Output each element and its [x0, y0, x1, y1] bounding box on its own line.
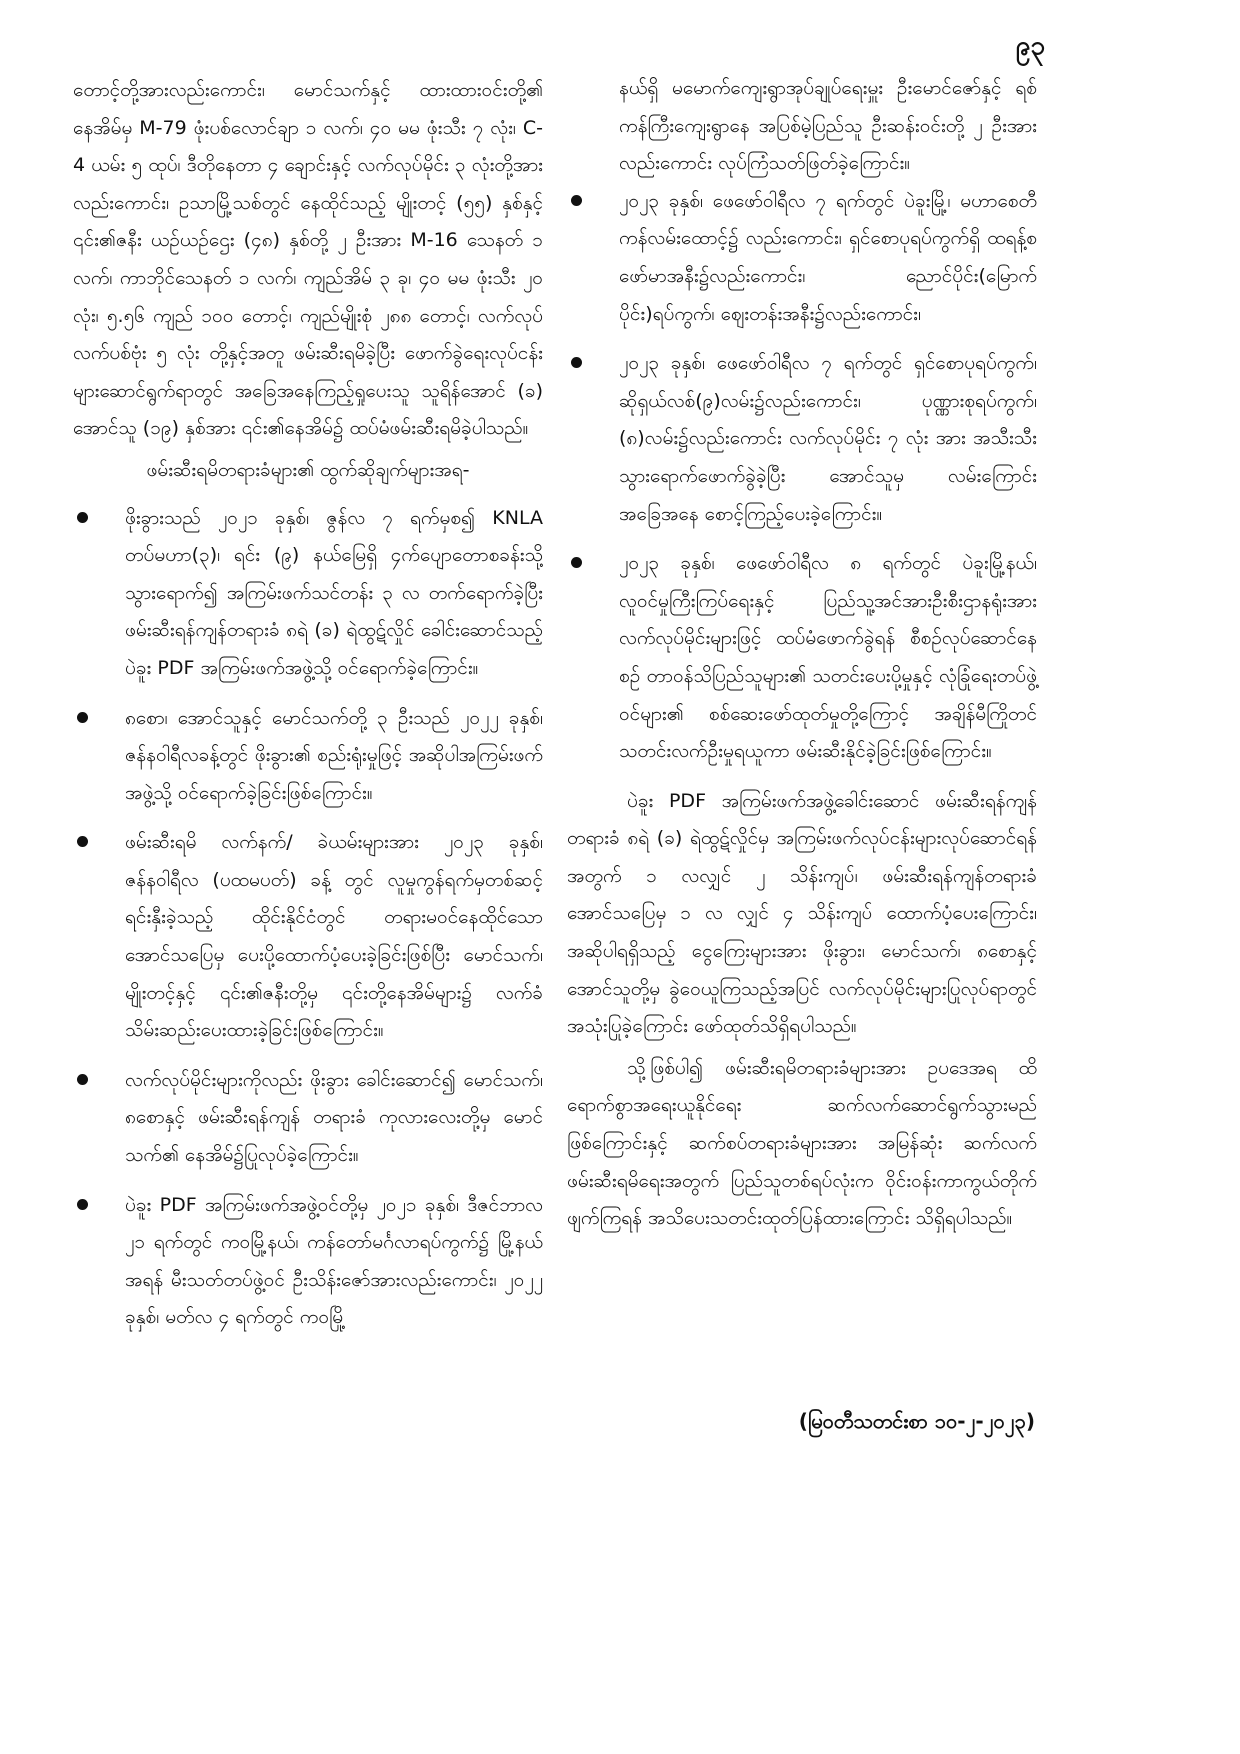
- source-citation: (မြဝတီသတင်းစာ ၁၀-၂-၂၀၂၃): [798, 1409, 1035, 1433]
- bullet-icon: [571, 357, 582, 368]
- bullet-item: [73, 1187, 543, 1337]
- bullet-item: [73, 1062, 543, 1175]
- bullet-icon: [571, 195, 582, 206]
- left-column: [73, 72, 543, 1349]
- bullet-icon: [77, 712, 88, 723]
- bullet-text: ၂၀၂၃ ခုနှစ်၊ ဖေဖော်ဝါရီလ ၈ ရက်တွင် ပဲခူးမြို့နယ်၊ လူဝင်မှုကြီးကြပ်ရေးနှင့် ပြည်သူ့အင်အားဦးစီးဌာနရုံးအား လက်လုပ်မိုင်းများဖြင့် ထပ်မံဖောက်ခွဲရန် စီစဉ်လုပ်ဆောင်နေစဉ် တာဝန်သိပြည်သူများ၏ သတင်းပေးပို့မှုနှင့် လုံခြုံရေးတပ်ဖွဲ့ဝင်များ၏ စစ်ဆေးဖော်ထုတ်မှုတို့ကြောင့် အချိန်မီကြိုတင်သတင်းလက်ဦးမှုရယူကာ ဖမ်းဆီးနိုင်ခဲ့ခြင်းဖြစ်ကြောင်း။: [619, 552, 1037, 763]
- bullet-item: [73, 824, 543, 1050]
- bullet-item: [73, 700, 543, 813]
- bullet-icon: [77, 836, 88, 847]
- right-column: [567, 70, 1037, 1238]
- bullet-text: ၂၀၂၃ ခုနှစ်၊ ဖေဖော်ဝါရီလ ၇ ရက်တွင် ပဲခူးမြို့၊ မဟာစေတီကန်လမ်းထောင့်၌ လည်းကောင်း၊ ရှင်စောပုရပ်ကွက်ရှိ ထရန့်စဖော်မာအနီး၌လည်းကောင်း၊ ညောင်ပိုင်း(မြောက်ပိုင်း)ရပ်ကွက်၊ ဈေးတန်းအနီး၌လည်းကောင်း၊: [619, 189, 1037, 325]
- bullet-text: ဖမ်းဆီးရမိ လက်နက်/ ခဲယမ်းများအား ၂၀၂၃ ခုနှစ်၊ ဇန်နဝါရီလ (ပထမပတ်) ခန့် တွင် လူမှုကွန်ရက်မှတစ်ဆင့်ရင်းနှီးခဲ့သည့် ထိုင်းနိုင်ငံတွင် တရားမဝင်နေထိုင်သော အောင်သပြေမှ ပေးပို့ထောက်ပံ့ပေးခဲ့ခြင်းဖြစ်ပြီး မောင်သက်၊ မျိုးတင့်နှင့် ၎င်း၏ဇနီးတို့မှ ၎င်းတို့နေအိမ်များ၌ လက်ခံသိမ်းဆည်းပေးထားခဲ့ခြင်းဖြစ်ကြောင်း။: [125, 831, 543, 1042]
- bullet-text: ဖိုးခွားသည် ၂၀၂၁ ခုနှစ်၊ ဇွန်လ ၇ ရက်မှစ၍ KNLA တပ်မဟာ(၃)၊ ရင်း (၉) နယ်မြေရှိ ၄က်ပျောတောစခန်းသို့ သွားရောက်၍ အကြမ်းဖက်သင်တန်း ၃ လ တက်ရောက်ခဲ့ပြီး ဖမ်းဆီးရန်ကျန်တရားခံ ၈ရဲ (ခ) ရဲထွဋ်လှိုင် ခေါင်းဆောင်သည့် ပဲခူး PDF အကြမ်းဖက်အဖွဲ့သို့ ဝင်ရောက်ခဲ့ကြောင်း။: [125, 506, 543, 679]
- bullet-icon: [571, 557, 582, 568]
- bullet-list: [73, 500, 543, 1337]
- bullet-text: ပဲခူး PDF အကြမ်းဖက်အဖွဲ့ဝင်တို့မှ ၂၀၂၁ ခုနှစ်၊ ဒီဇင်ဘာလ ၂၁ ရက်တွင် ကဝမြို့နယ်၊ ကန်တော်မင်္ဂလာရပ်ကွက်၌ မြို့နယ်အရန် မီးသတ်တပ်ဖွဲ့ဝင် ဦးသိန်းဇော်အားလည်းကောင်း၊ ၂၀၂၂ ခုနှစ်၊ မတ်လ ၄ ရက်တွင် ကဝမြို့: [125, 1193, 543, 1329]
- bullet-continuation: နယ်ရှိ မမောက်ကျေးရွာအုပ်ချုပ်ရေးမှူး ဦးမောင်ဇော်နှင့် ရစ်ကန်ကြီးကျေးရွာနေ အပြစ်မဲ့ပြည်သူ ဦးဆန်းဝင်းတို့ ၂ ဦးအားလည်းကောင်း လုပ်ကြံသတ်ဖြတ်ခဲ့ကြောင်း။: [619, 77, 1037, 175]
- bullet-text: ၈စော၊ အောင်သူနှင့် မောင်သက်တို့ ၃ ဦးသည် ၂၀၂၂ ခုနှစ်၊ ဇန်နဝါရီလခန့်တွင် ဖိုးခွား၏ စည်းရုံးမှုဖြင့် အဆိုပါအကြမ်းဖက်အဖွဲ့သို့ ဝင်ရောက်ခဲ့ခြင်းဖြစ်ကြောင်း။: [125, 706, 543, 804]
- page-number: ၉၃: [1015, 31, 1045, 61]
- bullet-item: [73, 500, 543, 688]
- bullet-item: [567, 545, 1037, 771]
- bullet-icon: [77, 1199, 88, 1210]
- body-paragraph: ပဲခူး PDF အကြမ်းဖက်အဖွဲ့ခေါင်းဆောင် ဖမ်းဆီးရန်ကျန်တရားခံ ၈ရဲ (ခ) ရဲထွဋ်လှိုင်မှ အကြမ်းဖက်လုပ်ငန်းများလုပ်ဆောင်ရန်အတွက် ၁ လလျှင် ၂ သိန်းကျပ်၊ ဖမ်းဆီးရန်ကျန်တရားခံ အောင်သပြေမှ ၁ လ လျှင် ၄ သိန်းကျပ် ထောက်ပံ့ပေးကြောင်း၊ အဆိုပါရရှိသည့် ငွေကြေးများအား ဖိုးခွား၊ မောင်သက်၊ ၈စောနှင့် အောင်သူတို့မှ ခွဲဝေယူကြသည့်အပြင် လက်လုပ်မိုင်းများပြုလုပ်ရာတွင် အသုံးပြုခဲ့ကြောင်း ဖော်ထုတ်သိရှိရပါသည်။: [567, 789, 1037, 1038]
- bullet-item: [567, 345, 1037, 533]
- bullet-icon: [77, 1074, 88, 1085]
- body-paragraph: တောင့်တို့အားလည်းကောင်း၊ မောင်သက်နှင့် ထားထားဝင်းတို့၏ နေအိမ်မှ M-79 ဖုံးပစ်လောင်ချာ ၁ လက်၊ ၄၀ မမ ဖုံးသီး ၇ လုံး၊ C-4 ယမ်း ၅ ထုပ်၊ ဒီတိုနေတာ ၄ ချောင်းနှင့် လက်လုပ်မိုင်း ၃ လုံးတို့အားလည်းကောင်း၊ ဥသာမြို့သစ်တွင် နေထိုင်သည့် မျိုးတင့် (၅၅) နှစ်နှင့် ၎င်း၏ဇနီး ယဉ်ယဉ်ဌေး (၄၈) နှစ်တို့ ၂ ဦးအား M-16 သေနတ် ၁ လက်၊ ကာဘိုင်သေနတ် ၁ လက်၊ ကျည်အိမ် ၃ ခု၊ ၄၀ မမ ဖုံးသီး ၂၀ လုံး၊ ၅.၅၆ ကျည် ၁၀၀ တောင့်၊ ကျည်မျိုးစုံ ၂၈၈ တောင့်၊ လက်လုပ်လက်ပစ်ဗုံး ၅ လုံး တို့နှင့်အတူ ဖမ်းဆီးရမိခဲ့ပြီး ဖောက်ခွဲရေးလုပ်ငန်းများဆောင်ရွက်ရာတွင် အခြေအနေကြည့်ရှုပေးသူ သူရိန်အောင် (ခ) အောင်သူ (၁၉) နှစ်အား ၎င်း၏နေအိမ်၌ ထပ်မံဖမ်းဆီးရမိခဲ့ပါသည်။: [73, 79, 543, 440]
- bullet-icon: [77, 512, 88, 523]
- bullet-text: ၂၀၂၃ ခုနှစ်၊ ဖေဖော်ဝါရီလ ၇ ရက်တွင် ရှင်စောပုရပ်ကွက်၊ ဆိုရှယ်လစ်(၉)လမ်း၌လည်းကောင်း၊ ပုဏ္ဏားစုရပ်ကွက်၊ (၈)လမ်း၌လည်းကောင်း လက်လုပ်မိုင်း ၇ လုံး အား အသီးသီးသွားရောက်ဖောက်ခွဲခဲ့ပြီး အောင်သူမှ လမ်းကြောင်းအခြေအနေ စောင့်ကြည့်ပေးခဲ့ကြောင်း။: [619, 352, 1037, 525]
- bullet-text: လက်လုပ်မိုင်းများကိုလည်း ဖိုးခွား ခေါင်းဆောင်၍ မောင်သက်၊ ၈စောနှင့် ဖမ်းဆီးရန်ကျန် တရားခံ ကုလားလေးတို့မှ မောင်သက်၏ နေအိမ်၌ပြုလုပ်ခဲ့ကြောင်း။: [125, 1068, 543, 1167]
- section-subheading: ဖမ်းဆီးရမိတရားခံများ၏ ထွက်ဆိုချက်များအရ-: [146, 458, 470, 481]
- body-paragraph: သို့ဖြစ်ပါ၍ ဖမ်းဆီးရမိတရားခံများအား ဥပဒေအရ ထိရောက်စွာအရေးယူနိုင်ရေး ဆက်လက်ဆောင်ရွက်သွားမည်ဖြစ်ကြောင်းနှင့် ဆက်စပ်တရားခံများအား အမြန်ဆုံး ဆက်လက်ဖမ်းဆီးရမိရေးအတွက် ပြည်သူတစ်ရပ်လုံးက ဝိုင်းဝန်းကာကွယ်တိုက်ဖျက်ကြရန် အသိပေးသတင်းထုတ်ပြန်ထားကြောင်း သိရှိရပါသည်။: [567, 1056, 1037, 1230]
- bullet-list: [567, 183, 1037, 771]
- bullet-item: [567, 183, 1037, 333]
